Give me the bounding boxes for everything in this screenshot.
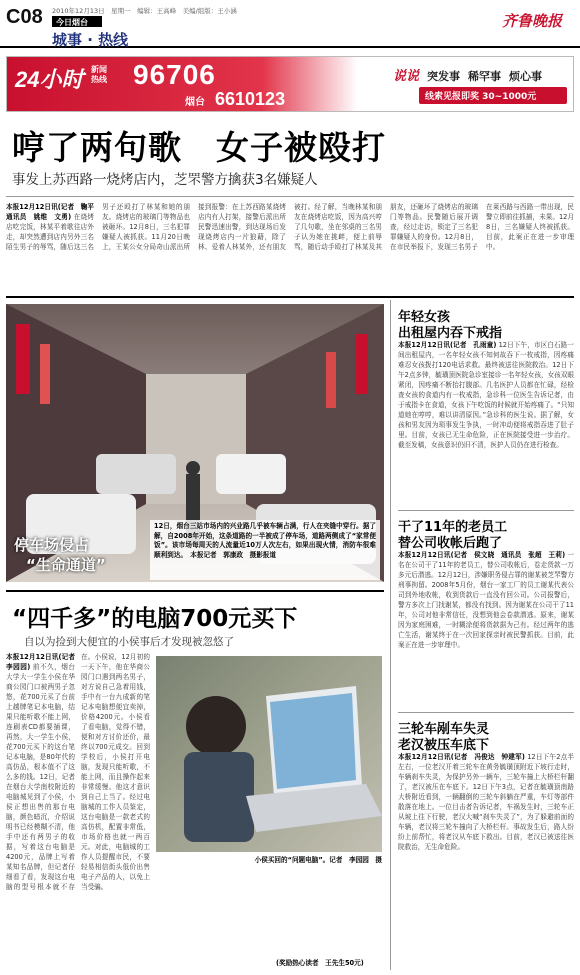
side1-byline: 本报12月12日讯(记者 孔雨童) [398,341,497,349]
side3-body-text: 12日下午2点半左右，一位老汉开着三轮车在黄务毓璜顶附近下坡行走时，车辆刹车失灵，为保护另外一辆车，三轮车撞上大桥栏杆翻了，老汉被压在车底下。12日下午3点，记者在毓璜顶南路大桥附近看到，一辆翻倒的三轮车斜躺在严重，车灯等部件散落在地上。一位目击者告诉记者，车祸发生时，三轮车正从坡上往下行驶，老汉大喊“刹车失灵了”，为了躲避前面的车辆，老汉将三轮车撞向了大桥栏杆。事故发生后，路人纷纷上前帮忙，将老汉从车底下救出。目前，老汉已被送往医院救治，无生命危险。 [398,753,574,851]
feature-subheadline: 自以为捡到大便宜的小侯事后才发现被忽悠了 [24,636,234,648]
feature-footer-credit: (奖励热心读者 王先生50元) [276,959,364,967]
feature-top-rule [6,590,384,592]
feature-byline: 本报12月12日讯(记者 李园园) [6,653,82,671]
feature-continued [156,866,382,970]
sidebar-divider [390,300,391,970]
edition-label: 今日烟台 [56,18,88,27]
lead-body [6,202,574,290]
reward-text: 线索见报即奖 30~1000元 [425,92,537,102]
slogan-worry: 烦心事 [509,70,543,83]
lead-headline: 哼了两句歌 女子被殴打 [12,128,386,167]
side2-title-line2: 替公司收帐后跑了 [398,536,503,551]
side3-title-line1: 三轮车剐车失灵 [398,722,490,737]
slogan-talk: 说说 [393,69,420,84]
side1-title-line2: 出租屋内吞下戒指 [398,326,503,341]
section-title: 城事 · 热线 [52,31,129,49]
side3-byline: 本报12月12日讯(记者 冯俊达 钟建军) [398,753,525,761]
side2-rule [398,712,574,713]
feature-headline: “四千多”的电脑700元买下 [12,606,298,632]
laptop-photo [156,656,382,852]
photo1-caption: 12日，烟台三站市场内的兴业路几乎被车辆占满，行人在夹缝中穿行。据了解，自2008年开始，这条道路的一半被成了停车场，道路两侧成了“家常便饭”。该市场每周天的人流量近10万人次左右，如果出现火情，消防车很难顺利到达。 本报记者 郭康政 摄影报道 [150,520,380,580]
yantai-number: 6610123 [215,89,286,109]
lead-byline: 本报12月12日讯(记者 鞠平 通讯员 姚维 文勇) [6,203,101,221]
side1-title-line1: 年轻女孩 [398,310,451,325]
side3-body [398,752,574,968]
side2-body-text: 一名在公司干了11年的老员工，替公司收帐后，卷走货款一万多元后潜逃。12月12日，涉嫌职务侵占罪的谢某被芝罘警方刑事拘留。2008年5月份，烟台一家工厂的员工谢某代表公司到外地收帐，收到货款后一直没有回公司。公司报警后，警方多次上门找谢某，都没有找到。因为谢某在公司干了11年，公司对他非常信任，没想到他会卷款潜逃。原来，谢某因为家庭困难，一时糊涂便将货款据为己有。经过两年的逃亡生活，谢某终于在一次回家探亲时被民警抓获。目前，此案正在进一步审理中。 [398,551,574,649]
hotline-24h: 24小时 [15,67,84,92]
feature-body-left [6,652,150,970]
side1-rule [398,510,574,511]
slogan-rare: 稀罕事 [468,70,502,83]
side1-body [398,340,574,504]
side2-byline: 本报12月12日讯(记者 侯文晓 通讯员 张超 王莉) [398,551,566,559]
feature-photo-caption: 小侯买回的“问题电脑”。记者 李园园 摄 [254,856,382,864]
photo1-title-line1: 停车场侵占 [14,536,90,554]
masthead [0,0,580,48]
date-line: 2010年12月13日 星期一 编辑：王高峰 美编/组版：王小涵 [52,7,237,15]
feature-body-text: 前不久，烟台大学大一学生小侯在华商公园门口被两男子忽悠，花700元买了台前上越牌笔记本电脑，结果只能听歌不能上网，连刷表CD都要插课，再然，大一学生小侯，花700元买下的这台笔记本电脑，是80年代的高仿品，根本值不了这么多的钱。12日，记者在烟台大学南校附近的电脑城见到了小侯，小侯正想出售的那台电脑，颜色暗沉，介绍说明书已经模糊不清，他手中还有两男子的收据，写着这台电脑是4200元，品牌上写着某知名品牌，但记者仔细看了看，发现这台电脑的型号根本就不存在。小侯说，12月初的一天下午，他在华商公园门口遇到两名男子，对方说自己急着用钱，手中有一台九成新的笔记本电脑想便宜卖掉，价格4200元。小侯看了看电脑，觉得不错，便和对方讨价还价，最终以700元成交。回到学校后，小侯打开电脑，发现只能听歌，不能上网，而且操作起来非常缓慢。他这才意识到自己上当了。经过电脑城的工作人员鉴定，这台电脑是一款老式的高仿机，配置非常低，市场价格也就一两百元。对此，电脑城的工作人员提醒市民，不要轻易相信街头低价出售电子产品的人，以免上当受骗。 [6,653,150,891]
newspaper-logo: 齐鲁晚报 [502,12,563,30]
side2-title-line1: 干了11年的老员工 [398,520,508,535]
hotline-banner [6,56,574,112]
lead-bottom-rule [6,296,574,298]
news-hotline-label: 新闻热线 [91,65,107,84]
side3-title-line2: 老汉被压车底下 [398,738,490,753]
laptop-illustration [156,656,382,852]
yantai-label: 烟台 [185,97,205,108]
lead-body-text: 在烧烤店吃完饭，林某平着歌往店外走，却突然遭到店内另外三名陌生男子的辱骂，随后这三名男子还殴打了林某和她的朋友。烧烤店的玻璃门等物品也被砸坏。12月8日，三名犯罪嫌疑人被抓获。11月20日晚上，王某公女分局奇山派出所接到报警：在上苏西路某烧烤店内有人打架，接警后派出所民警迅速出警，到达现场后发现烧烤店内一片狼藉，除了林、爱着人林某外，还有朋友被打。经了解，当晚林某和朋友在烧烤店吃饭，因为高兴哼了几句歌，坐在邻桌的三名男子认为她在挑衅，便上前辱骂，随后动手殴打了林某及其朋友，还砸坏了烧烤店的玻璃门等物品。民警随后展开调查，经过走访，锁定了三名犯罪嫌疑人的身份。12月8日，在市民举报下，发现三名男子在莱西路与西路一带出现，民警立即前往抓捕，未果。12月8日，三名嫌疑人终被抓获。目前，此案正在进一步审理中。 [6,203,574,251]
side2-body [398,550,574,708]
hotline-number: 96706 [133,59,216,90]
slogan-row [393,65,573,84]
side1-body-text: 12日下午，市区白石路一间出租屋内，一名年轻女孩不知何故吞下一枚戒指，因疼痛难忍女孩拨打120电话求救。最终被送往医院救治。12日下午2点多钟，毓璜顶医院急诊室接诊一名年轻女孩，女孩双眼紧闭，因疼痛不断抬打腹部。几名医护人员都在忙碌，经检查女孩的食道内有一枚戒指，急诊科一位医生告诉记者，由于戒指卡在食道，女孩下午吃饭的时候就开始疼痛了。“只知道她在哼哼，难以讲清原因。”急诊科的医生说。据了解，女孩和男友因为琐事发生争执，一时冲动便将戒指吞进了肚子里。目前，女孩已无生命危险，正在医院接受进一步治疗。截至发稿，女孩意识仍旧不清，医护人员仍在进行检查。 [398,341,574,449]
slogan-emergency: 突发事 [427,70,461,83]
lead-divider [6,196,574,197]
lead-subheadline: 事发上苏西路一烧烤店内，芝罘警方擒获3名嫌疑人 [12,172,318,188]
photo1-title-line2: “生命通道” [26,556,106,574]
page-code: C08 [6,6,43,28]
